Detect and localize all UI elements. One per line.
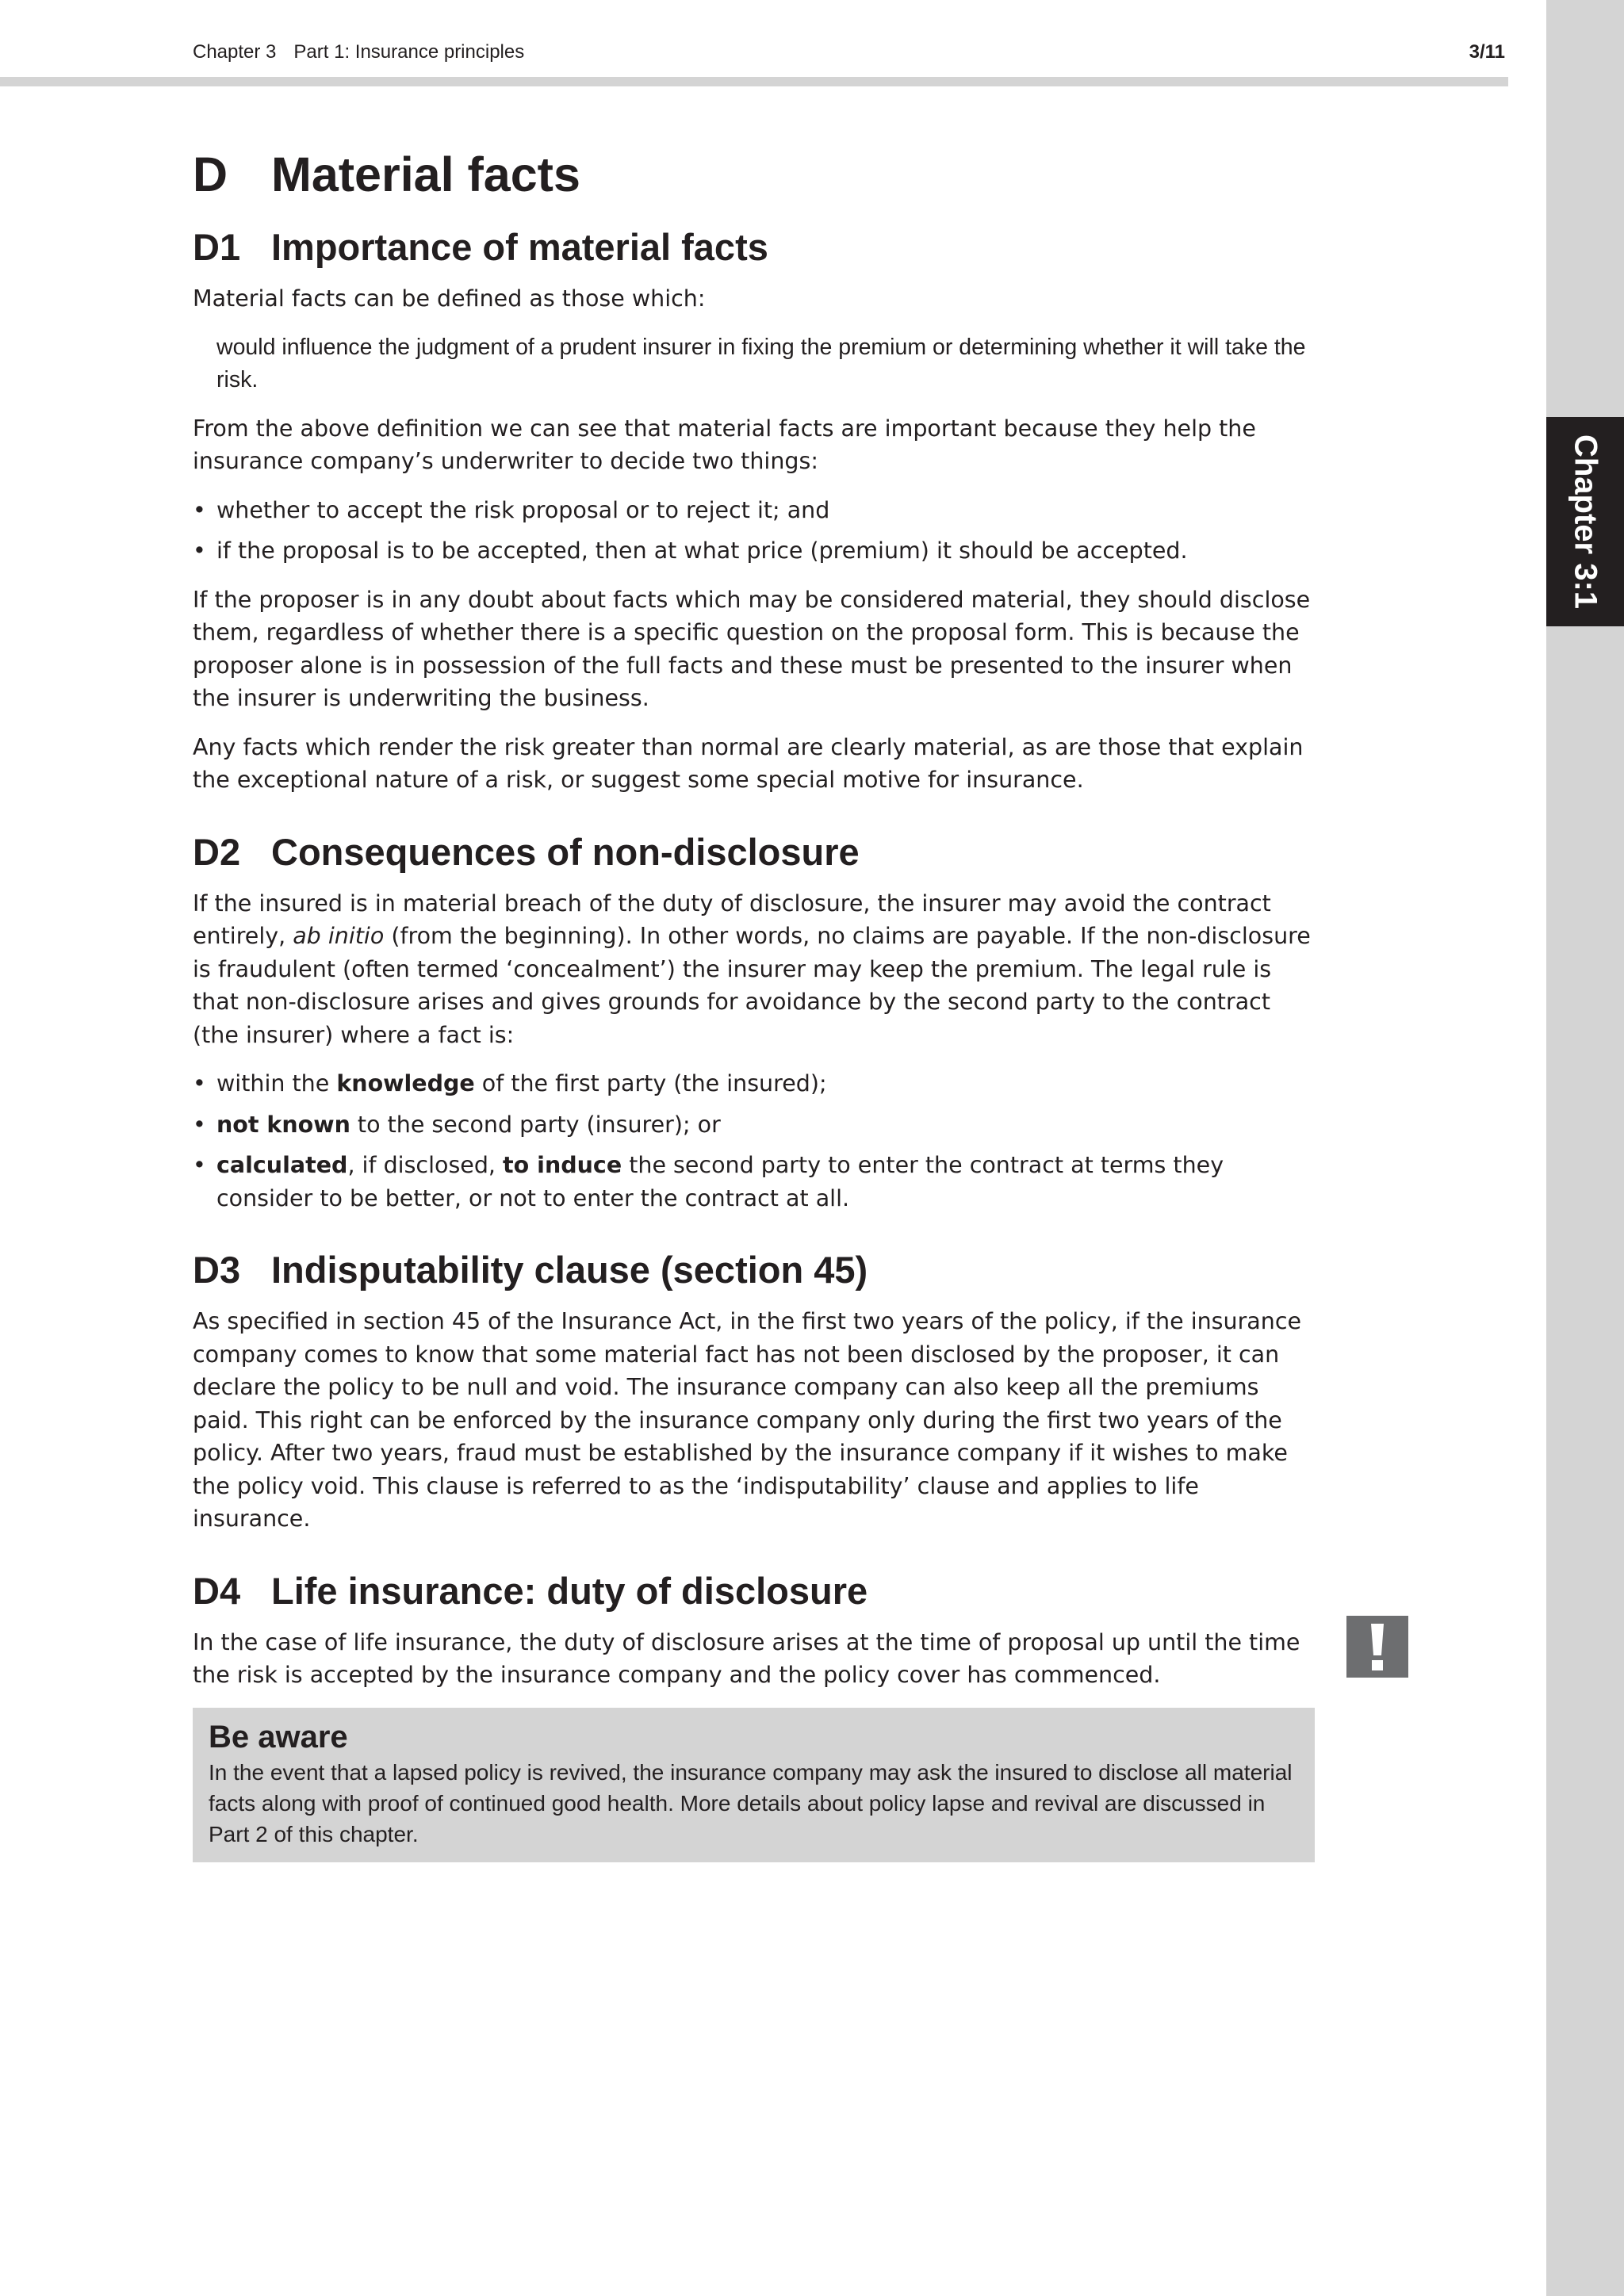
running-head-part: Part 1: Insurance principles xyxy=(293,41,525,63)
heading-d3-text: Indisputability clause (section 45) xyxy=(271,1249,868,1291)
d4-paragraph-1: In the case of life insurance, the duty of disclosure arises at the time of proposal up until the time the risk is accepted by the insurance company and the policy cover has commenced. xyxy=(193,1628,1300,1688)
heading-d4 xyxy=(193,1566,1315,1617)
d1-paragraph-1: Material facts can be defined as those which: xyxy=(193,285,706,312)
chapter-tab-label: Chapter 3:1 xyxy=(1568,434,1603,610)
heading-d1-text: Importance of material facts xyxy=(271,226,768,268)
right-margin-strip xyxy=(1546,0,1624,2296)
d1-bullet-list xyxy=(193,494,1315,568)
heading-d2 xyxy=(193,827,1315,878)
be-aware-box xyxy=(193,1708,1315,1862)
heading-d2-text: Consequences of non-disclosure xyxy=(271,830,860,873)
exclamation-icon xyxy=(1346,1616,1408,1678)
d2-bullet-list xyxy=(193,1067,1315,1215)
d1-definition-quote: would influence the judgment of a prudent insurer in fixing the premium or determining whether it will take the risk. xyxy=(216,334,1306,392)
running-head-chapter: Chapter 3 xyxy=(193,41,277,63)
list-item: • if the proposal is to be accepted, then at what price (premium) it should be accepted. xyxy=(193,538,1188,564)
heading-d3 xyxy=(193,1245,1315,1295)
list-item: • whether to accept the risk proposal or to reject it; and xyxy=(193,496,830,523)
d2-paragraph-1: If the insured is in material breach of the duty of disclosure, the insurer may avoid the contract entirely, ab initio (from the beginning). In other words, no claims are payable. If the non-disclosure is fraudulent (often termed ‘concealment’) the insurer may keep the premium. The legal rule is that non-disclosure arises and gives grounds for avoidance by the second party to the contract (the insurer) where a fact is: xyxy=(193,890,1311,1048)
heading-d1-number: D1 xyxy=(193,226,241,268)
heading-d1 xyxy=(193,222,1315,273)
header-rule xyxy=(0,77,1508,86)
list-item: • within the knowledge of the first party (the insured); xyxy=(193,1070,827,1096)
d1-paragraph-4: Any facts which render the risk greater than normal are clearly material, as are those that explain the exceptional nature of a risk, or suggest some special motive for insurance. xyxy=(193,733,1304,793)
be-aware-title: Be aware xyxy=(209,1719,348,1755)
d3-paragraph-1: As specified in section 45 of the Insurance Act, in the first two years of the policy, if the insurance company comes to know that some material fact has not been disclosed by the proposer, it can declare the policy to be null and void. The insurance company can also keep all the premiums paid. This right can be enforced by the insurance company only during the first two years of the policy. After two years, fraud must be established by the insurance company if it wishes to make the policy void. This clause is referred to as the ‘indisputability’ clause and applies to life insurance. xyxy=(193,1308,1302,1532)
section-title-text: Material facts xyxy=(271,147,580,201)
section-title xyxy=(193,143,1315,206)
heading-d3-number: D3 xyxy=(193,1249,241,1291)
d1-paragraph-3: If the proposer is in any doubt about facts which may be considered material, they should disclose them, regardless of whether there is a specific question on the proposal form. This is because the proposer alone is in possession of the full facts and these must be presented to the insurer when the insurer is underwriting the business. xyxy=(193,586,1311,711)
page-number: 3/11 xyxy=(1469,41,1505,63)
list-item: • not known to the second party (insurer); or xyxy=(193,1111,721,1138)
heading-d2-number: D2 xyxy=(193,830,241,873)
d1-paragraph-2: From the above definition we can see that material facts are important because they help the insurance company’s underwriter to decide two things: xyxy=(193,415,1256,474)
page-content xyxy=(193,143,1315,1862)
be-aware-text: In the event that a lapsed policy is revived, the insurance company may ask the insured to disclose all material facts along with proof of continued good health. More details about policy lapse and revival are discussed in Part 2 of this chapter. xyxy=(209,1759,1293,1846)
chapter-tab xyxy=(1546,417,1624,626)
list-item: • calculated, if disclosed, to induce the second party to enter the contract at terms they consider to be better, or not to enter the contract at all. xyxy=(193,1152,1224,1211)
heading-d4-text: Life insurance: duty of disclosure xyxy=(271,1569,868,1612)
section-letter: D xyxy=(193,147,228,201)
running-head xyxy=(193,41,524,63)
heading-d4-number: D4 xyxy=(193,1569,241,1612)
